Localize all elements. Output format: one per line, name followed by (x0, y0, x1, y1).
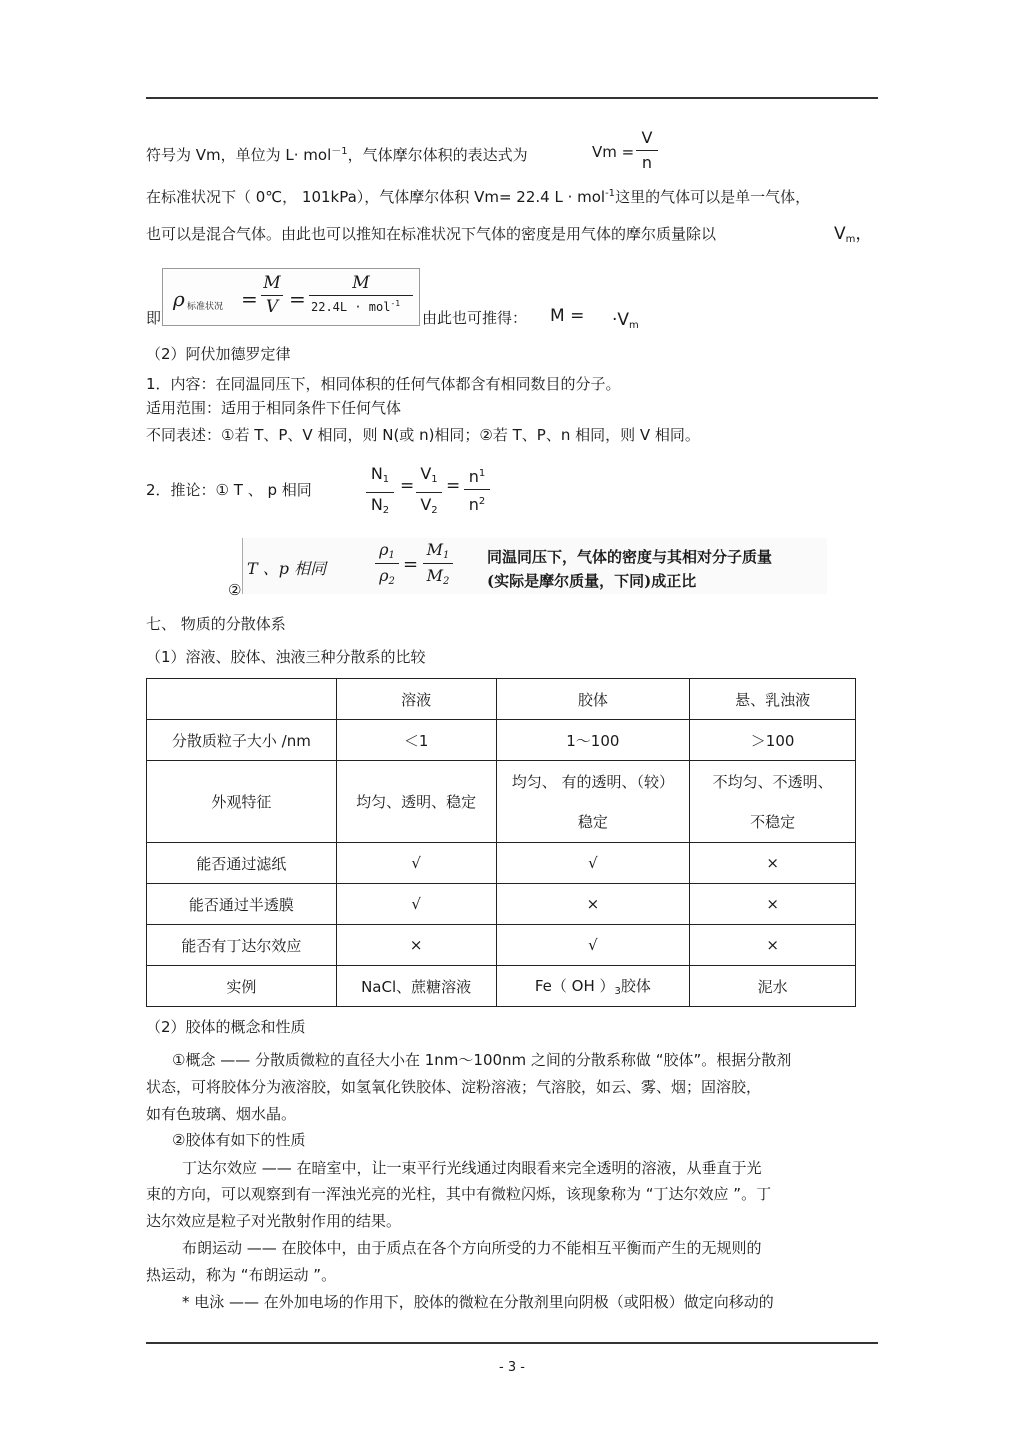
table-row (147, 679, 856, 720)
table-cell: 能否通过滤纸 (147, 843, 337, 884)
table-cell: 1～100 (496, 720, 690, 761)
table-row (147, 720, 856, 761)
table-cell: 悬、乳浊液 (690, 679, 856, 720)
cell-line: 均匀、 有的透明、（较） (511, 772, 674, 791)
table-cell: × (690, 884, 856, 925)
cell-line: 不均匀、不透明、 (712, 772, 833, 791)
text-line: 如有色玻璃、烟水晶。 (146, 1105, 297, 1123)
text-line: 符号为 Vm，单位为 L· mol$^{-1}$，气体摩尔体积的表达式为 (146, 146, 528, 164)
vm-symbol: $\cdot V_m$ (612, 310, 639, 331)
table-cell: Fe（ OH ）$_3$胶体 (496, 966, 690, 1007)
text-line: 达尔效应是粒子对光散射作用的结果。 (146, 1212, 402, 1230)
table-cell: √ (336, 843, 496, 884)
table-cell: 均匀、透明、稳定 (336, 761, 496, 843)
table-cell: 实例 (147, 966, 337, 1007)
n-ratio-fraction: $N_1$ $N_2$ (366, 464, 394, 521)
table-row (147, 925, 856, 966)
table-cell (496, 761, 690, 843)
text-line: 状态，可将胶体分为液溶胶，如氢氧化铁胶体、淀粉溶液；气溶胶，如云、雾、烟；固溶胶， (146, 1078, 762, 1096)
table-cell: 泥水 (690, 966, 856, 1007)
table-cell: 分散质粒子大小 /nm (147, 720, 337, 761)
dispersion-comparison-table (146, 678, 856, 1007)
table-cell: √ (496, 925, 690, 966)
table-cell: ＞100 (690, 720, 856, 761)
footer-rule (146, 1342, 878, 1344)
table-cell (147, 679, 337, 720)
vm-symbol: $V_m$， (834, 224, 873, 245)
table-cell: √ (336, 884, 496, 925)
table-cell: 能否通过半透膜 (147, 884, 337, 925)
vm-fraction: V n (636, 128, 658, 173)
table-cell: × (336, 925, 496, 966)
text-line: 束的方向，可以观察到有一浑浊光亮的光柱，其中有微粒闪烁，该现象称为 “丁达尔效应 ”。丁 (146, 1185, 772, 1203)
table-cell (690, 761, 856, 843)
equals-sign: = (400, 476, 415, 496)
text-line: 热运动，称为 “布朗运动 ”。 (146, 1266, 337, 1284)
table-row (147, 966, 856, 1007)
table-row (147, 843, 856, 884)
table-row (147, 761, 856, 843)
v-ratio-fraction: $V_1$ $V_2$ (416, 464, 442, 521)
table-cell: 胶体 (496, 679, 690, 720)
table-cell: × (690, 843, 856, 884)
section-title: 七、 物质的分散体系 (146, 615, 286, 633)
section-subtitle: （2）胶体的概念和性质 (146, 1018, 306, 1036)
table-cell: ＜1 (336, 720, 496, 761)
cell-line: 稳定 (577, 812, 608, 831)
text-line: 丁达尔效应 —— 在暗室中，让一束平行光线通过肉眼看来完全透明的溶液，从垂直于光 (182, 1159, 762, 1177)
header-rule (146, 97, 878, 99)
table-cell: × (496, 884, 690, 925)
table-cell: √ (496, 843, 690, 884)
text-line: 由此也可推得： (422, 309, 528, 327)
text-line: 也可以是混合气体。由此也可以推知在标准状况下气体的密度是用气体的摩尔质量除以 (146, 225, 717, 243)
text-line: 2．推论：① T 、 p 相同 (146, 481, 312, 499)
table-cell: NaCl、蔗糖溶液 (336, 966, 496, 1007)
mole-ratio-fraction: $n^1$ $n^2$ (464, 464, 490, 515)
text-line: * 电泳 —— 在外加电场的作用下，胶体的微粒在分散剂里向阴极（或阳极）做定向移动的 (182, 1293, 774, 1311)
page-number: - 3 - (499, 1360, 525, 1375)
equals-sign: = (446, 476, 461, 496)
cell-line: 不稳定 (750, 812, 796, 831)
circle-2: ② (228, 581, 242, 599)
text-line: ①概念 —— 分散质微粒的直径大小在 1nm～100nm 之间的分散系称做 “胶体”。根据分散剂 (172, 1051, 792, 1069)
table-cell: × (690, 925, 856, 966)
density-formula-image: ρ 标准状况 = M V = M 22.4L · mol$^{-1}$ (162, 268, 420, 326)
m-eq: M = (550, 306, 585, 326)
section-title: （2）阿伏加德罗定律 (146, 345, 291, 363)
text-line: 在标准状况下（ 0℃， 101kPa），气体摩尔体积 Vm= 22.4 L · mol$^{-1}$这里的气体可以是单一气体， (146, 188, 811, 206)
table-cell: 能否有丁达尔效应 (147, 925, 337, 966)
density-ratio-image: T 、p 相同 $\rho_1$ $\rho_2$ = $M_1$ $M_2$ 同温同压下，气体的密度与其相对分子质量 (实际是摩尔质量，下同)成正比 (242, 538, 827, 594)
text-line: ②胶体有如下的性质 (172, 1131, 306, 1149)
table-cell: 外观特征 (147, 761, 337, 843)
text-line: 不同表述：①若 T、P、V 相同，则 N(或 n)相同；②若 T、P、n 相同，则 V 相同。 (146, 426, 700, 444)
text-line: 1．内容：在同温同压下，相同体积的任何气体都含有相同数目的分子。 (146, 375, 621, 393)
text-line: 适用范围：适用于相同条件下任何气体 (146, 399, 402, 417)
text-line: 布朗运动 —— 在胶体中，由于质点在各个方向所受的力不能相互平衡而产生的无规则的 (182, 1239, 762, 1257)
table-cell: 溶液 (336, 679, 496, 720)
section-subtitle: （1）溶液、胶体、浊液三种分散系的比较 (146, 648, 426, 666)
ji-label: 即 (146, 309, 162, 327)
vm-eq-left: Vm = (592, 143, 635, 161)
table-row (147, 884, 856, 925)
